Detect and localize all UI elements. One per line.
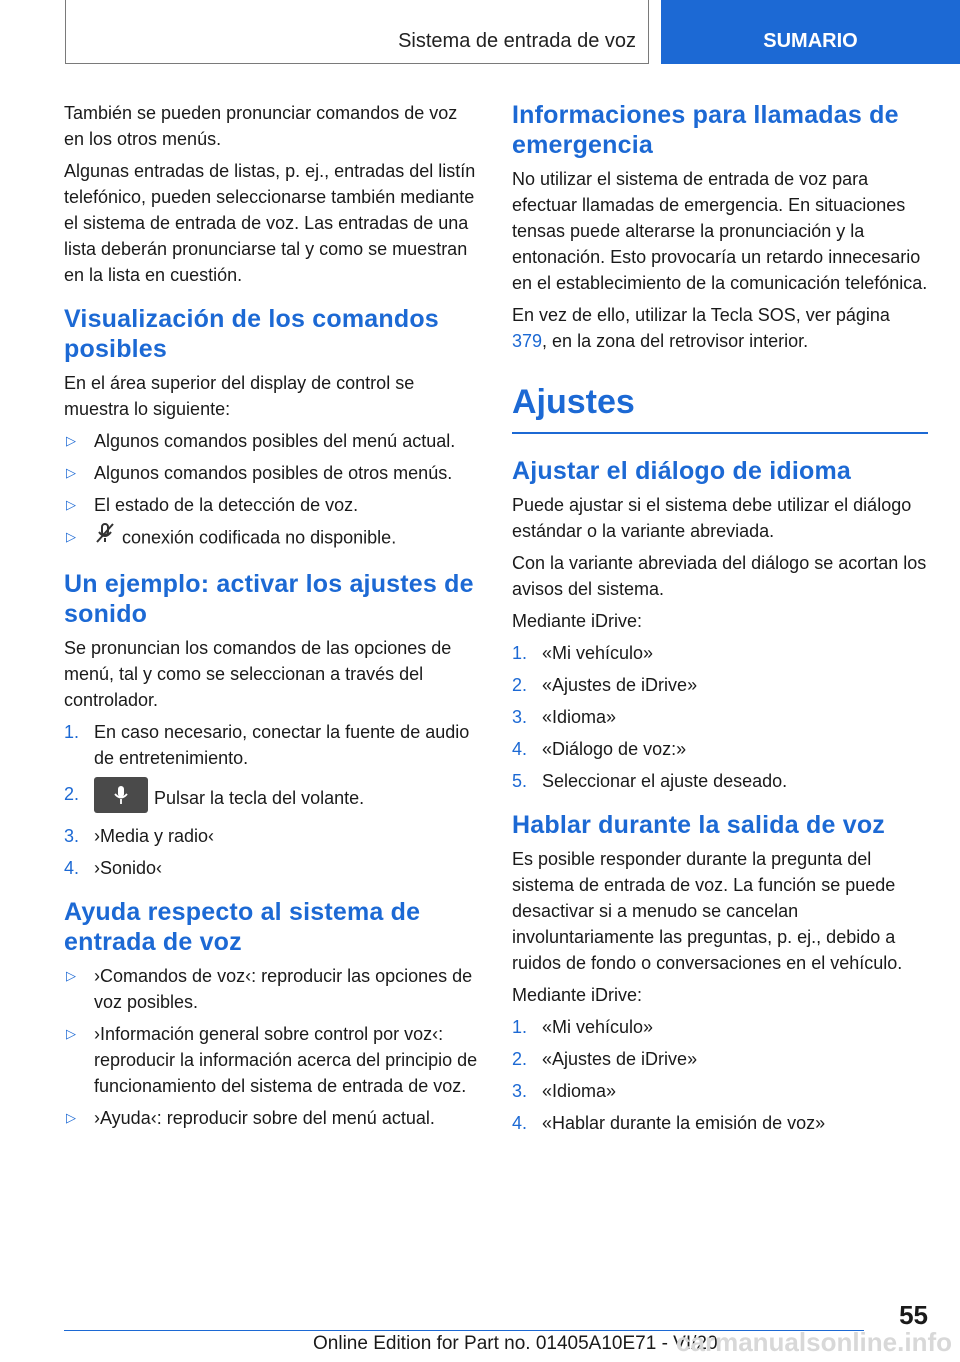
chapter-title: Sistema de entrada de voz xyxy=(398,30,636,52)
paragraph: Es posible responder durante la pregunta del sistema de entrada de voz. La función se puede desactivar si a menudo se cancelan involuntariamente las preguntas, p. ej., debido a ruidos de fondo o conversaciones en el vehículo. xyxy=(512,849,903,973)
bullet-list xyxy=(64,428,480,553)
list-item: ▷ ›Información general sobre control por voz‹: reproducir la información acerca del principio de funcionamiento del sistema de entrada de voz. xyxy=(64,1021,480,1099)
list-item: ▷ ›Comandos de voz‹: reproducir las opciones de voz posibles. xyxy=(64,963,480,1015)
triangle-bullet-icon: ▷ xyxy=(66,529,76,544)
list-item: ▷ Algunos comandos posibles del menú actual. xyxy=(64,428,480,454)
list-item: 2. Pulsar la tecla del volante. xyxy=(64,781,480,817)
list-item: 3. «Idioma» xyxy=(512,1081,617,1101)
right-column xyxy=(512,100,928,1142)
list-item: 2. «Ajustes de iDrive» xyxy=(512,1049,698,1069)
page-link[interactable]: 379 xyxy=(512,331,543,351)
list-item: 3. «Idioma» xyxy=(512,707,617,727)
list-item: ▷ Algunos comandos posibles de otros menús. xyxy=(64,460,480,486)
section-heading-visualizacion: Visualización de los comandos posibles xyxy=(64,305,439,363)
paragraph: También se pueden pronunciar comandos de voz en los otros menús. xyxy=(64,103,458,149)
list-item: ▷ ›Ayuda‹: reproducir sobre del menú actual. xyxy=(64,1105,480,1131)
list-item: 1. En caso necesario, conectar la fuente de audio de entretenimiento. xyxy=(64,722,470,768)
chapter-heading-ajustes: Ajustes xyxy=(512,382,928,434)
steps-list xyxy=(64,719,480,881)
paragraph: No utilizar el sistema de entrada de voz para efectuar llamadas de emergencia. En situaciones tensas puede alterarse la pronunciación y la entonación. Esto provocaría un retardo innecesario en el establecimiento de la comunicación telefónica. xyxy=(512,169,928,293)
triangle-bullet-icon: ▷ xyxy=(66,497,76,512)
list-item: ▷ El estado de la detección de voz. xyxy=(64,492,480,518)
sumario-button[interactable]: SUMARIO xyxy=(661,0,960,64)
paragraph: Con la variante abreviada del diálogo se acortan los avisos del sistema. xyxy=(512,553,927,599)
triangle-bullet-icon: ▷ xyxy=(66,1110,76,1125)
paragraph: Se pronuncian los comandos de las opciones de menú, tal y como se seleccionan a través del controlador. xyxy=(64,638,452,710)
list-item: ▷ conexión codificada no disponible. xyxy=(64,524,480,553)
paragraph: En vez de ello, utilizar la Tecla SOS, ver página 379, en la zona del retrovisor interior. xyxy=(512,305,890,351)
list-item: 4. ›Sonido‹ xyxy=(64,858,163,878)
list-item: 4. «Hablar durante la emisión de voz» xyxy=(512,1113,826,1133)
list-item: 4. «Diálogo de voz:» xyxy=(512,739,687,759)
triangle-bullet-icon: ▷ xyxy=(66,1026,76,1041)
triangle-bullet-icon: ▷ xyxy=(66,465,76,480)
voice-key-icon xyxy=(94,777,148,813)
edition-text: Online Edition for Part no. 01405A10E71 - VI/20 xyxy=(313,1333,718,1354)
list-item: 1. «Mi vehículo» xyxy=(512,1017,654,1037)
paragraph: Mediante iDrive: xyxy=(512,611,643,631)
list-item: 1. «Mi vehículo» xyxy=(512,643,654,663)
section-heading-emergencia: Informaciones para llamadas de emergencia xyxy=(512,101,899,159)
list-item: 2. «Ajustes de iDrive» xyxy=(512,675,698,695)
paragraph: En el área superior del display de control se muestra lo siguiente: xyxy=(64,373,415,419)
paragraph: Mediante iDrive: xyxy=(512,985,643,1005)
paragraph: Puede ajustar si el sistema debe utilizar el diálogo estándar o la variante abreviada. xyxy=(512,495,912,541)
left-column xyxy=(64,100,480,1137)
paragraph: Algunas entradas de listas, p. ej., entradas del listín telefónico, pueden seleccionarse también mediante el sistema de entrada de voz. Las entradas de una lista deberán pronunciarse tal y como se muestran en la lista en cuestión. xyxy=(64,161,476,285)
list-item: 3. ›Media y radio‹ xyxy=(64,826,215,846)
section-heading-ayuda: Ayuda respecto al sistema de entrada de voz xyxy=(64,898,421,956)
section-heading-ejemplo: Un ejemplo: activar los ajustes de sonido xyxy=(64,570,474,628)
microphone-crossed-icon xyxy=(94,522,116,551)
triangle-bullet-icon: ▷ xyxy=(66,433,76,448)
section-heading-hablar: Hablar durante la salida de voz xyxy=(512,811,885,839)
steps-list xyxy=(512,640,928,794)
triangle-bullet-icon: ▷ xyxy=(66,968,76,983)
page-number: 55 xyxy=(899,1300,928,1330)
bullet-list xyxy=(64,963,480,1131)
header-frame xyxy=(65,0,649,64)
list-item: 5. Seleccionar el ajuste deseado. xyxy=(512,771,788,791)
watermark: carmanualsonline.info xyxy=(676,1327,952,1357)
section-heading-idioma: Ajustar el diálogo de idioma xyxy=(512,457,851,485)
steps-list xyxy=(512,1014,928,1136)
